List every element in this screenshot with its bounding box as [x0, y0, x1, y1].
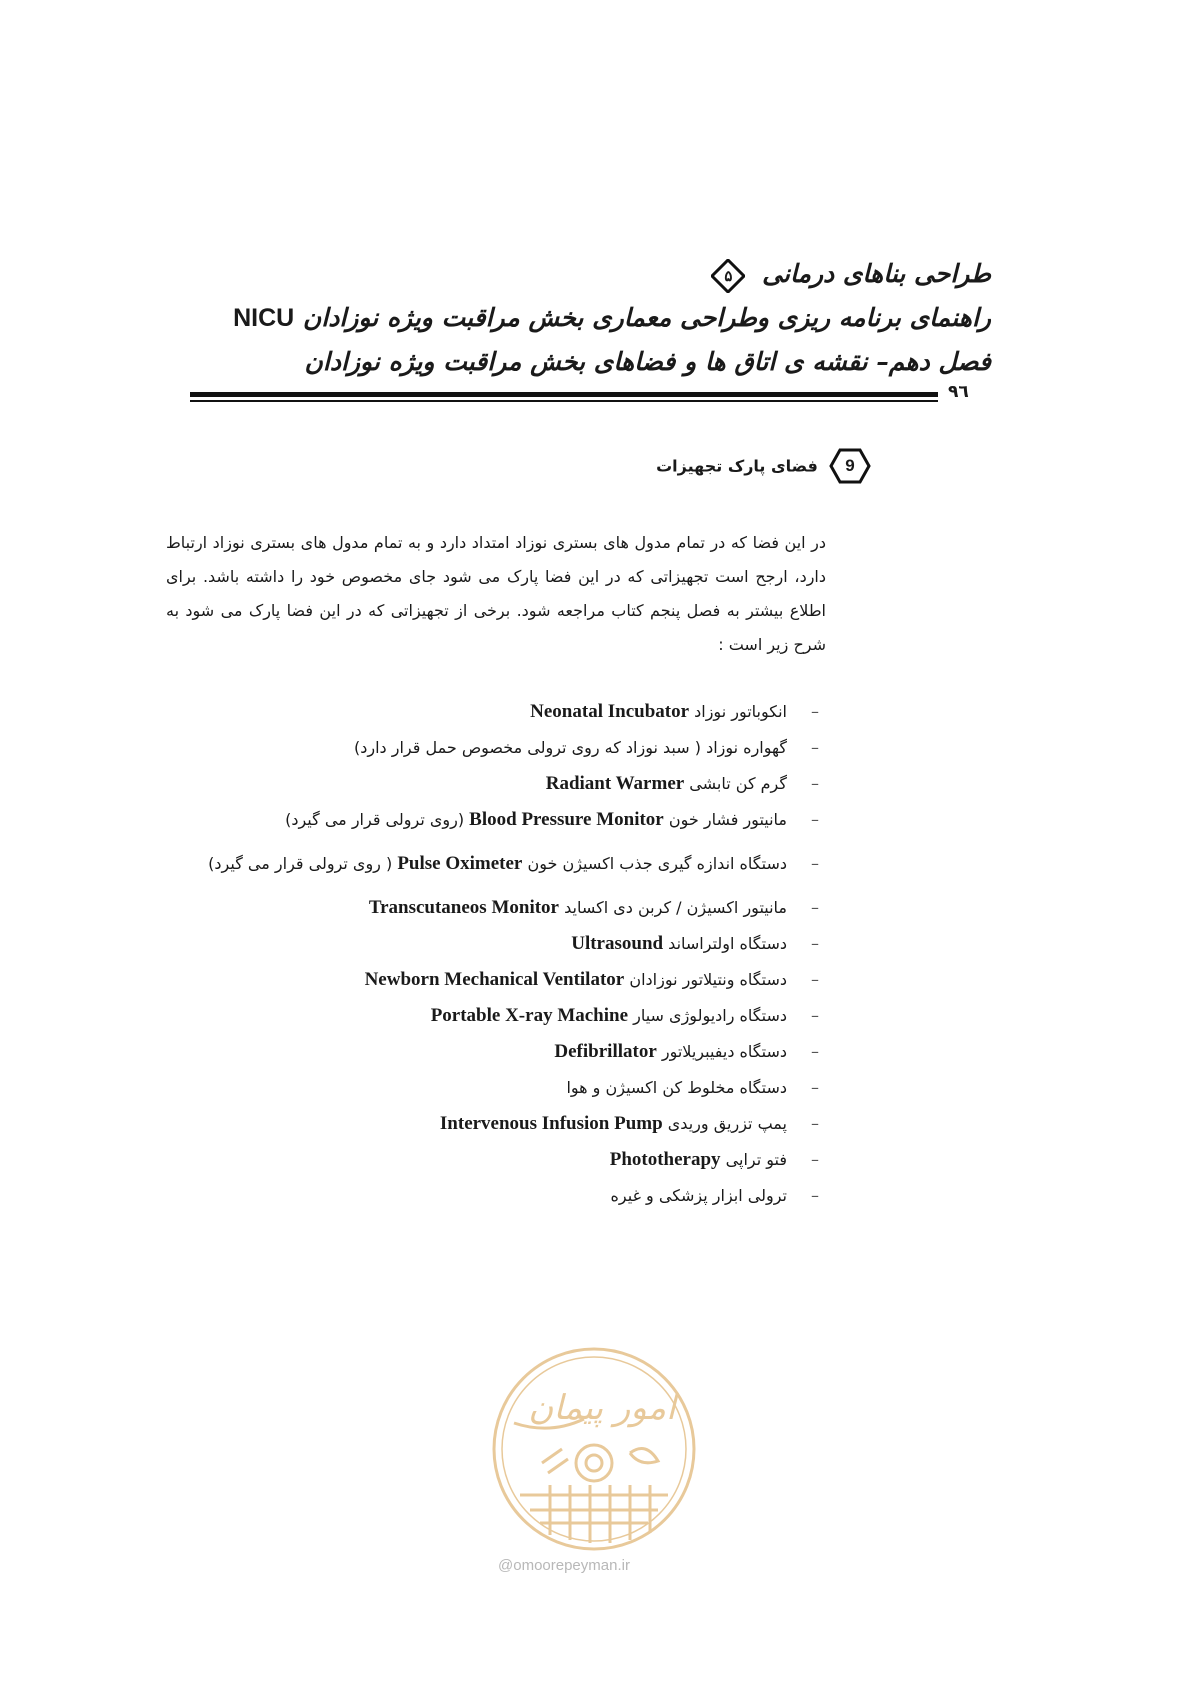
item-fa: دستگاه اندازه گیری جذب اکسیژن خون: [527, 854, 787, 873]
watermark: @omoorepeyman.ir: [498, 1557, 630, 1574]
series-line: [191, 252, 991, 296]
item-fa: دستگاه اولتراساند: [668, 934, 787, 953]
header-rule-thick: [190, 392, 938, 397]
list-item: [139, 700, 819, 724]
list-item: [139, 1004, 819, 1028]
item-fa: گهواره نوزاد ( سبد نوزاد که روی ترولی مخصوص حمل قرار دارد): [353, 738, 787, 757]
item-fa: دستگاه ونتیلاتور نوزادان: [629, 970, 787, 989]
list-item: [139, 1076, 819, 1100]
book-title-line: [191, 296, 991, 340]
bullet-dash: –: [811, 854, 819, 873]
bullet-dash: –: [811, 970, 819, 989]
item-fa: فتو تراپی: [725, 1150, 787, 1169]
section-title: فضای پارک تجهیزات: [656, 456, 818, 476]
bullet-dash: –: [811, 1042, 819, 1061]
item-fa: دستگاه دیفیبریلاتور: [661, 1042, 787, 1061]
list-item: [139, 896, 819, 920]
list-item: [139, 1148, 819, 1172]
stamp-emblem-icon: [490, 1345, 698, 1553]
page-number: ۹٦: [948, 382, 969, 402]
section-number: 9: [845, 456, 855, 475]
list-item: [139, 1184, 819, 1208]
item-fa: پمپ تزریق وریدی: [667, 1114, 787, 1133]
bullet-dash: –: [811, 1114, 819, 1133]
list-item: [139, 968, 819, 992]
publisher-stamp: [490, 1345, 698, 1553]
item-en: Phototherapy: [609, 1149, 721, 1170]
chapter-title: فصل دهم– نقشه ی اتاق ها و فضاهای بخش مراقبت ویژه نوزادان: [304, 347, 991, 376]
item-en: Transcutaneos Monitor: [368, 897, 559, 918]
bullet-dash: –: [811, 810, 819, 829]
item-en: Pulse Oximeter: [397, 853, 523, 874]
book-title: راهنمای برنامه ریزی وطراحی معماری بخش مراقبت ویژه نوزادان: [302, 303, 991, 332]
item-en: Intervenous Infusion Pump: [439, 1113, 663, 1134]
intro-paragraph: در این فضا که در تمام مدول های بستری نوزاد امتداد دارد و به تمام مدول های بستری نوزاد ارتباط دارد، ارجح است تجهیزاتی که در این فضا پارک می شود جای مخصوص خود را داشته باشد. برای اطلاع بیشتر به فصل پنجم کتاب مراجعه شود. برخی از تجهیزاتی که در این فضا پارک می شود به شرح زیر است :: [166, 533, 826, 654]
section-number-badge: [829, 448, 871, 484]
list-item: [107, 844, 819, 884]
item-fa: انکوباتور نوزاد: [694, 702, 787, 721]
list-item: [139, 1112, 819, 1136]
series-number-badge: [711, 259, 745, 293]
bullet-dash: –: [811, 774, 819, 793]
item-fa: مانیتور فشار خون: [668, 810, 787, 829]
equipment-list: [139, 700, 819, 1220]
item-en: Neonatal Incubator: [530, 701, 690, 722]
bullet-dash: –: [811, 738, 819, 757]
list-item: [139, 772, 819, 796]
item-en: Portable X-ray Machine: [430, 1005, 629, 1026]
item-en: Blood Pressure Monitor: [469, 809, 664, 830]
item-note: ( روی ترولی قرار می گیرد): [208, 854, 393, 873]
series-title: طراحی بناهای درمانی: [762, 259, 991, 288]
item-note: (روی ترولی قرار می گیرد): [285, 810, 465, 829]
item-fa: ترولی ابزار پزشکی و غیره: [610, 1186, 787, 1205]
item-en: Radiant Warmer: [545, 773, 685, 794]
bullet-dash: –: [811, 702, 819, 721]
bullet-dash: –: [811, 1006, 819, 1025]
item-fa: مانیتور اکسیژن / کربن دی اکساید: [564, 898, 787, 917]
item-fa: دستگاه رادیولوژی سیار: [633, 1006, 787, 1025]
stamp-text: امور پیمان: [528, 1388, 676, 1428]
list-item: [139, 736, 819, 760]
item-fa: دستگاه مخلوط کن اکسیژن و هوا: [566, 1078, 787, 1097]
section-heading: [656, 448, 871, 484]
item-en: Ultrasound: [571, 933, 664, 954]
header-rule-thin: [190, 400, 938, 402]
item-en: Defibrillator: [554, 1041, 657, 1062]
book-acronym: NICU: [233, 304, 295, 332]
bullet-dash: –: [811, 934, 819, 953]
bullet-dash: –: [811, 1150, 819, 1169]
list-item: [139, 808, 819, 832]
bullet-dash: –: [811, 1078, 819, 1097]
series-number: ۵: [724, 266, 733, 285]
item-fa: گرم کن تابشی: [689, 774, 787, 793]
running-header: [191, 252, 991, 384]
list-item: [139, 1040, 819, 1064]
item-en: Newborn Mechanical Ventilator: [364, 969, 625, 990]
list-item: [139, 932, 819, 956]
bullet-dash: –: [811, 898, 819, 917]
bullet-dash: –: [811, 1186, 819, 1205]
